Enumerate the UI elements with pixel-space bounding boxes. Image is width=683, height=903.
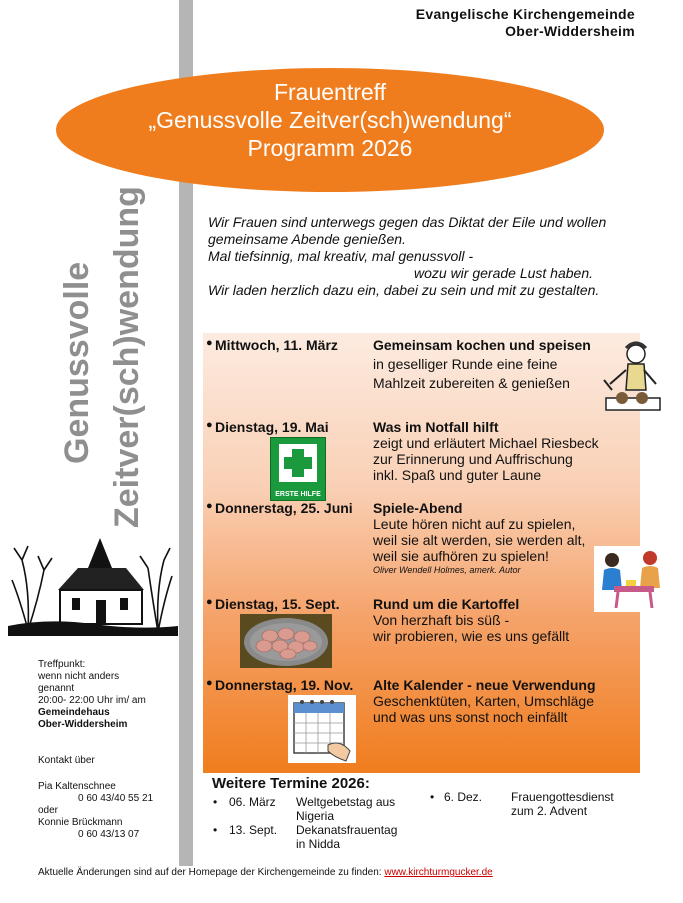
event-content: [373, 596, 633, 644]
meeting-place: Ober-Widdersheim: [38, 719, 128, 730]
event-title: Alte Kalender - neue Verwendung: [373, 677, 596, 693]
title-line3: Programm 2026: [247, 135, 413, 161]
contact-phone: 0 60 43/13 07: [78, 829, 140, 840]
treffpunkt-note: wenn nicht anders: [38, 671, 120, 682]
event-desc-line: Mahlzeit zubereiten & genießen: [373, 375, 570, 391]
potatoes-icon: [240, 614, 332, 668]
meeting-time: 20:00- 22:00 Uhr im/ am: [38, 695, 146, 706]
homepage-link[interactable]: www.kirchturmgucker.de: [384, 867, 493, 878]
bullet: ●: [206, 337, 213, 349]
bullet: ●: [206, 500, 213, 512]
event-desc-line: wir probieren, wie es uns gefällt: [373, 628, 570, 644]
church-name-line1: Evangelische Kirchengemeinde: [415, 6, 635, 22]
event-desc-line: weil sie alt werden, sie werden alt,: [373, 532, 586, 548]
event-date: Dienstag, 19. Mai: [215, 419, 329, 435]
further-text-line: zum 2. Advent: [511, 804, 588, 818]
further-text-line: Dekanatsfrauentag: [296, 823, 398, 837]
intro-line2: gemeinsame Abende genießen.: [208, 231, 406, 247]
bullet: ●: [206, 596, 213, 608]
event-quote-author: Oliver Wendell Holmes, amerk. Autor: [373, 565, 521, 575]
event-desc-line: in geselliger Runde eine feine: [373, 356, 558, 372]
event-title: Spiele-Abend: [373, 500, 463, 516]
event-content: [373, 419, 633, 483]
event-desc-line: Von herzhaft bis süß -: [373, 612, 510, 628]
event-title: Rund um die Kartoffel: [373, 596, 520, 612]
event-desc-line: zeigt und erläutert Michael Riesbeck: [373, 435, 599, 451]
further-dates-title: Weitere Termine 2026:: [212, 775, 370, 792]
further-text: [296, 795, 395, 823]
event-desc-line: Geschenktüten, Karten, Umschläge: [373, 693, 595, 709]
footer-text: Aktuelle Änderungen sind auf der Homepage der Kirchengemeinde zu finden:: [38, 867, 385, 878]
bullet: ●: [206, 419, 213, 431]
bullet: •: [430, 790, 435, 804]
treffpunkt-label: Treffpunkt:: [38, 659, 86, 670]
further-text: [511, 790, 614, 818]
title-line1: Frauentreff: [273, 79, 387, 105]
meeting-place: Gemeindehaus: [38, 707, 110, 718]
further-text: [296, 823, 397, 851]
bullet: ●: [206, 677, 213, 689]
bullet: •: [213, 795, 218, 809]
contact-or: oder: [38, 805, 59, 816]
contact-phone: 0 60 43/40 55 21: [78, 793, 154, 804]
first-aid-icon: [270, 437, 326, 501]
event-desc-line: weil sie aufhören zu spielen!: [373, 548, 549, 564]
further-date: 6. Dez.: [444, 790, 483, 804]
title-line2: „Genussvolle Zeitver(sch)wendung“: [148, 107, 512, 133]
event-desc-line: inkl. Spaß und guter Laune: [373, 467, 542, 483]
vertical-title-line2: Zeitver(sch)wendung: [108, 186, 146, 528]
contact-name: Konnie Brückmann: [38, 817, 123, 828]
calendar-icon: [288, 695, 356, 763]
further-text-line: Weltgebetstag aus: [296, 795, 396, 809]
event-desc-line: und was uns sonst noch einfällt: [373, 709, 568, 725]
further-text-line: Frauengottesdienst: [511, 790, 614, 804]
page-title: [56, 78, 604, 162]
church-name-line2: Ober-Widdersheim: [505, 23, 635, 39]
event-title: Was im Notfall hilft: [373, 419, 499, 435]
treffpunkt-note: genannt: [38, 683, 75, 694]
event-date: Dienstag, 15. Sept.: [215, 596, 340, 612]
church-name: [416, 6, 635, 40]
event-date: Mittwoch, 11. März: [215, 337, 338, 353]
event-desc-line: zur Erinnerung und Auffrischung: [373, 451, 573, 467]
event-content: [373, 337, 633, 391]
cooking-person-icon: [596, 340, 666, 414]
intro-text: [208, 214, 658, 299]
event-title: Gemeinsam kochen und speisen: [373, 337, 591, 353]
intro-line5: Wir laden herzlich dazu ein, dabei zu sein und mit zu gestalten.: [208, 282, 600, 298]
further-date: 13. Sept.: [229, 823, 278, 837]
vertical-title: [40, 186, 150, 530]
footer: [38, 867, 493, 878]
event-date: Donnerstag, 25. Juni: [215, 500, 353, 516]
event-desc-line: Leute hören nicht auf zu spielen,: [373, 516, 576, 532]
further-text-line: Nigeria: [296, 809, 335, 823]
vertical-title-line1: Genussvolle: [58, 261, 96, 464]
event-content: [373, 677, 633, 725]
further-text-line: in Nidda: [296, 837, 341, 851]
first-aid-label: ERSTE HILFE: [275, 491, 321, 498]
info-block: [38, 659, 178, 841]
event-date: Donnerstag, 19. Nov.: [215, 677, 354, 693]
intro-line1: Wir Frauen sind unterwegs gegen das Diktat der Eile und wollen: [208, 214, 607, 230]
further-date: 06. März: [229, 795, 276, 809]
intro-line4: wozu wir gerade Lust haben.: [414, 265, 593, 281]
contact-label: Kontakt über: [38, 755, 95, 766]
contact-name: Pia Kaltenschnee: [38, 781, 116, 792]
bullet: •: [213, 823, 218, 837]
church-drawing-icon: [8, 520, 178, 640]
intro-line3: Mal tiefsinnig, mal kreativ, mal genussvoll -: [208, 248, 474, 264]
